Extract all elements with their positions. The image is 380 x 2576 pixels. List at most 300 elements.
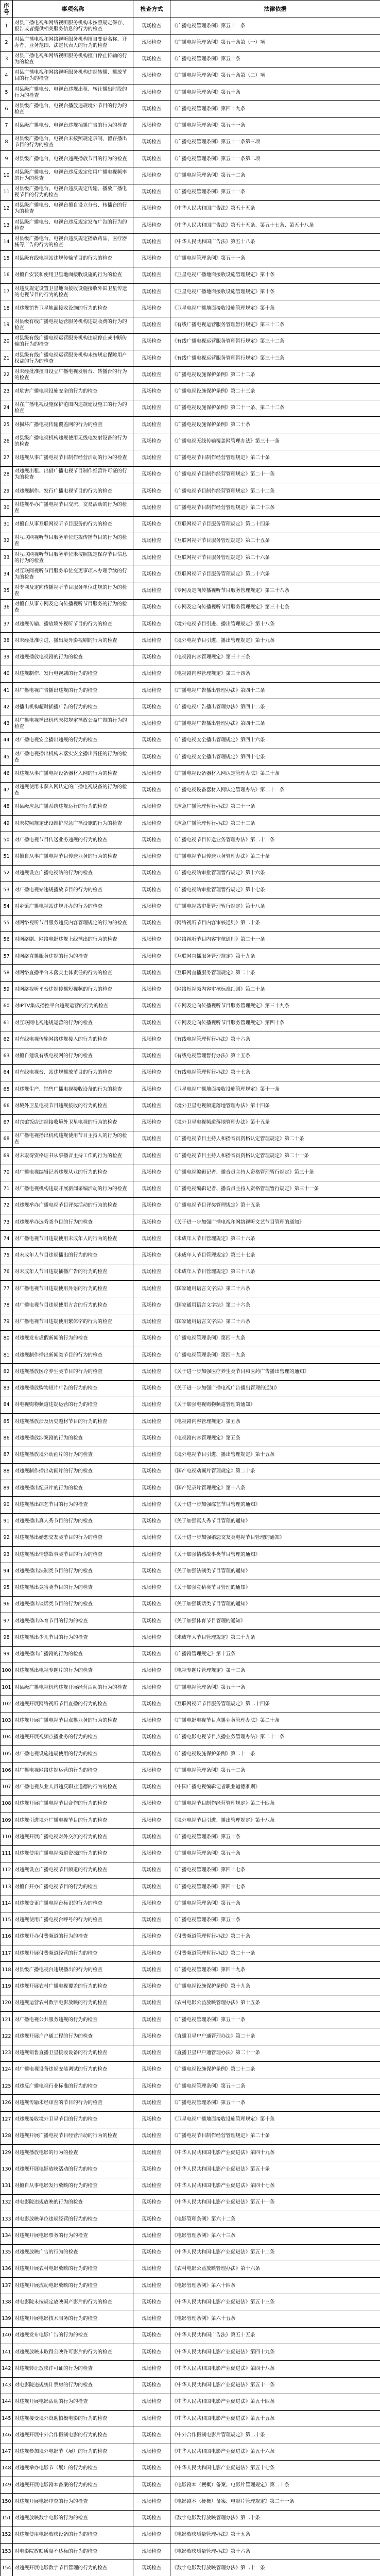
item-name-cell: 对县级广播电台、电视台违规播放节目的行为的检查 [13,151,133,167]
legal-basis-cell: 《未成年人节目管理规定》第三十六条 [170,1231,380,1247]
check-method-cell: 现场检查 [133,782,170,799]
table-row [1,1680,380,1696]
item-name-cell: 对违规放映未取得公映许可影片的行为的检查 [13,2344,133,2361]
legal-basis-cell: 《电视专题片管理规定》第十二条 [170,1663,380,1679]
table-row [1,1945,380,1962]
item-name-cell: 对违规开展付费频道经营的行为的检查 [13,1945,133,1962]
check-method-cell: 现场检查 [133,1746,170,1762]
row-number: 9 [1,151,13,167]
legal-basis-cell: 《中华人民共和国电影产业促进法》第五十六条 [170,2444,380,2460]
row-number: 103 [1,1713,13,1729]
legal-basis-cell: 《电影剧本（梗概）备案、电影片管理规定》第二十条 [170,2477,380,2494]
table-row [1,2460,380,2477]
table-row [1,1862,380,1878]
row-number: 2 [1,35,13,51]
item-name-cell: 对违规使用广播电视台呼号的行为的检查 [13,1912,133,1928]
table-row [1,1430,380,1447]
legal-basis-cell: 《广播电视站审批管理暂行规定》第十七条 [170,882,380,899]
check-method-cell: 现场检查 [133,865,170,882]
table-row [1,250,380,267]
item-name-cell: 对县级广播电台、电视台未按照规定录制、留存播出节目的行为的检查 [13,134,133,150]
item-name-cell: 对广播电视节目违规使用繁体字的行为的检查 [13,1314,133,1330]
legal-basis-cell: 《中华人民共和国电影产业促进法》第五十一条 [170,2194,380,2211]
check-method-cell: 现场检查 [133,948,170,965]
item-name-cell: 对违规使用电影放映设备的行为的检查 [13,2527,133,2543]
legal-basis-cell: 《互联网视听节目服务管理规定》第二十六条 [170,550,380,566]
item-name-cell: 对县级有线广播电视运营服务机构违规收费的行为的检查 [13,317,133,333]
item-name-cell: 对损坏广播电视传输覆盖网的行为的检查 [13,417,133,433]
row-number: 52 [1,865,13,882]
table-row [1,2228,380,2244]
legal-basis-cell: 《广播电视广告播出管理办法》第四十二条 [170,699,380,716]
item-name-cell: 对违规使用未获入网认定的广播电视设备的行为的检查 [13,782,133,799]
table-row [1,1928,380,1945]
item-name-cell: 对违规放映数字电影的行为的检查 [13,2510,133,2527]
check-method-cell: 现场检查 [133,816,170,832]
row-number: 120 [1,1995,13,2011]
table-row [1,433,380,450]
check-method-cell: 现场检查 [133,1480,170,1497]
item-name-cell: 对违规播出婚恋交友类节目的行为的检查 [13,1530,133,1546]
row-number: 108 [1,1795,13,1812]
check-method-cell: 现场检查 [133,882,170,899]
item-name-cell: 对违规运营农村数字电影放映的行为的检查 [13,1995,133,2011]
table-row [1,35,380,51]
legal-basis-cell: 《数字电影发行放映管理办法》第二十条 [170,2510,380,2527]
row-number: 90 [1,1497,13,1513]
legal-basis-cell: 《境外卫星电视频道落地管理办法》第十四条 [170,1098,380,1114]
check-method-cell: 现场检查 [133,117,170,134]
item-name-cell: 对违规举办广播电视节目评奖活动的行为的检查 [13,1197,133,1214]
row-number: 134 [1,2228,13,2244]
table-row [1,832,380,849]
item-name-cell: 对未经批准擅自设立广播电视发射台、转播台的行为的检查 [13,367,133,383]
check-method-cell: 现场检查 [133,1779,170,1795]
legal-basis-cell: 《关于进一步加强综艺节目管理的通知》 [170,1497,380,1513]
table-row [1,1530,380,1546]
item-name-cell: 对违规开展流动电影放映的行为的检查 [13,2278,133,2294]
row-number: 138 [1,2294,13,2311]
check-method-cell: 现场检查 [133,915,170,931]
item-name-cell: 对县级应急广播系统违规运行的行为的检查 [13,799,133,815]
item-name-cell: 对违规开展广播电视节目经营活动的行为的检查 [13,2128,133,2144]
legal-basis-cell: 《广播电视安全播出管理规定》第四十六条 [170,732,380,749]
item-name-cell: 对违反广播电视行业标准的行为的检查 [13,2078,133,2095]
row-number: 28 [1,466,13,483]
legal-basis-cell: 《广播电视节目传送业务管理办法》第二十一条 [170,832,380,849]
row-number: 94 [1,1563,13,1580]
check-method-cell: 现场检查 [133,1197,170,1214]
legal-basis-cell: 《未成年人节目管理规定》第三十九条 [170,1630,380,1646]
check-method-cell: 现场检查 [133,2278,170,2294]
row-number: 106 [1,1762,13,1779]
legal-basis-cell: 《中华人民共和国广告法》第五十五条、第五十七条、第五十八条 [170,217,380,234]
table-row [1,284,380,300]
table-row [1,666,380,682]
check-method-cell: 现场检查 [133,300,170,317]
legal-basis-cell: 《中华人民共和国电影产业促进法》第五十条 [170,2161,380,2178]
check-method-cell: 现场检查 [133,633,170,649]
row-number: 46 [1,766,13,782]
check-method-cell: 现场检查 [133,1347,170,1364]
item-name-cell: 对违规发布虚假新闻的行为的检查 [13,1330,133,1347]
table-row [1,200,380,217]
legal-basis-cell: 《广播电视设施保护条例》第二十二条 [170,2061,380,2078]
table-row [1,417,380,433]
row-number: 41 [1,683,13,699]
legal-basis-cell: 《广播电视管理条例》第五十二条 [170,2078,380,2095]
check-method-cell: 现场检查 [133,2045,170,2061]
row-number: 5 [1,84,13,101]
legal-basis-cell: 《中华人民共和国电影产业促进法》第四十九条 [170,2344,380,2361]
check-method-cell: 现场检查 [133,1895,170,1912]
table-row [1,2061,380,2078]
row-number: 49 [1,816,13,832]
check-method-cell: 现场检查 [133,450,170,466]
item-name-cell: 对网络直播服务违规的行为的检查 [13,948,133,965]
legal-basis-cell: 《广播电视管理条例》第五十二条 [170,167,380,184]
table-row [1,1081,380,1098]
table-row [1,749,380,766]
legal-basis-cell: 《广播电视安全播出管理规定》第四十七条 [170,749,380,766]
table-row [1,2494,380,2510]
table-row [1,1364,380,1380]
row-number: 44 [1,732,13,749]
item-name-cell: 对县广播电视和网络视听服务机构未按照规定保存、报告或者提供相关服务信息的行为的检查 [13,18,133,35]
item-name-cell: 对县级广播电台、电视台擅自设立分台、转播台的行为的检查 [13,200,133,217]
table-row [1,2377,380,2394]
table-row [1,1762,380,1779]
check-method-cell: 现场检查 [133,350,170,367]
check-method-cell: 现场检查 [133,1945,170,1962]
item-name-cell: 对电影院违规放映的行为的检查 [13,2194,133,2211]
legal-basis-cell: 《未成年人节目管理规定》第三十八条 [170,1264,380,1280]
row-number: 112 [1,1862,13,1878]
row-number: 71 [1,1181,13,1197]
check-method-cell: 现场检查 [133,1131,170,1147]
check-method-cell: 现场检查 [133,250,170,267]
row-number: 122 [1,2028,13,2045]
item-name-cell: 对县级广播电台、电视台违反规定传输、播放广播电视节目的行为的检查 [13,184,133,200]
table-row [1,217,380,234]
item-name-cell: 对违规放映广告的行为的检查 [13,2244,133,2261]
item-name-cell: 对广播电视站违规播放节目的行为的检查 [13,882,133,899]
row-number: 38 [1,633,13,649]
item-name-cell: 对县级有线广播电视运营服务机构违规停止或中断传输的行为的检查 [13,333,133,350]
check-method-cell: 现场检查 [133,899,170,915]
legal-basis-cell: 《关于加强谈话类节目管理的通知》 [170,1596,380,1613]
check-method-cell: 现场检查 [133,67,170,84]
table-row [1,2244,380,2261]
item-name-cell: 对广播电视设备违规安装调试的行为的检查 [13,2061,133,2078]
row-number: 115 [1,1912,13,1928]
check-method-cell: 现场检查 [133,1231,170,1247]
item-name-cell: 对未取得资格证书从事播音主持工作的行为的检查 [13,1148,133,1164]
legal-basis-cell: 《国家通用语言文字法》第二十六条 [170,1314,380,1330]
row-number: 124 [1,2061,13,2078]
legal-basis-cell: 《广播电视管理条例》第五十条 [170,84,380,101]
row-number: 136 [1,2261,13,2277]
row-number: 39 [1,649,13,666]
item-name-cell: 对未成年人节目违规插播广告的行为的检查 [13,1264,133,1280]
item-name-cell: 对擅自建设有线电视网的行为的检查 [13,1048,133,1064]
row-number: 32 [1,533,13,549]
check-method-cell: 现场检查 [133,1795,170,1812]
item-name-cell: 对未经批准引进、播出境外影视剧的行为的检查 [13,633,133,649]
row-number: 12 [1,200,13,217]
table-row [1,67,380,84]
row-number: 31 [1,516,13,533]
item-name-cell: 对违规销售直播卫星接收设备的行为的检查 [13,2045,133,2061]
table-row [1,1447,380,1463]
table-row [1,317,380,333]
legal-basis-cell: 《广播电视设施保护条例》第二十二条 [170,367,380,383]
legal-basis-cell: 《广播电视节目制作经营管理规定》第二十三条 [170,500,380,516]
check-method-cell: 现场检查 [133,832,170,849]
row-number: 25 [1,417,13,433]
row-number: 85 [1,1414,13,1430]
row-number: 1 [1,18,13,35]
col-header-number: 序号 [1,1,13,18]
row-number: 50 [1,832,13,849]
row-number: 26 [1,433,13,450]
table-row [1,599,380,616]
check-method-cell: 现场检查 [133,500,170,516]
row-number: 149 [1,2477,13,2494]
table-row [1,1197,380,1214]
row-number: 102 [1,1696,13,1713]
item-name-cell: 对违规举办选秀类节目的行为的检查 [13,1214,133,1231]
table-row [1,2344,380,2361]
legal-basis-cell: 《广播电视广告播出管理办法》第四十二条 [170,683,380,699]
table-row [1,300,380,317]
item-name-cell: 对违规播出竞猜类节目的行为的检查 [13,1580,133,1596]
row-number: 67 [1,1114,13,1131]
item-name-cell: 对未成年人节目违规播出的行为的检查 [13,1247,133,1264]
legal-basis-cell: 《卫星电视广播地面接收设施管理规定》第十条 [170,300,380,317]
col-header-item-name: 事项名称 [13,1,133,18]
row-number: 48 [1,799,13,815]
legal-basis-cell: 《直播卫星户户通管理办法》第二十条 [170,2028,380,2045]
row-number: 6 [1,101,13,117]
check-method-cell: 现场检查 [133,1713,170,1729]
table-row [1,1646,380,1663]
legal-basis-cell: 《中国广播电视编辑记者职业道德准则》 [170,1779,380,1795]
legal-basis-cell: 《境外电视节目引进、播出管理规定》第十八条 [170,1812,380,1829]
table-row [1,234,380,250]
legal-basis-cell: 《数字电影发行放映管理办法》第二十一条 [170,2560,380,2576]
check-method-cell: 现场检查 [133,317,170,333]
row-number: 36 [1,599,13,616]
check-method-cell: 现场检查 [133,2161,170,2178]
check-method-cell: 现场检查 [133,1646,170,1663]
table-row [1,1663,380,1679]
legal-basis-cell: 《电视剧内容管理规定》第五条 [170,1414,380,1430]
row-number: 45 [1,749,13,766]
row-number: 100 [1,1663,13,1679]
row-number: 23 [1,383,13,400]
legal-basis-cell: 《应急广播管理暂行办法》第二十一条 [170,799,380,815]
check-method-cell: 现场检查 [133,1098,170,1114]
table-row [1,583,380,599]
item-name-cell: 对违规播出纪录片的行为的检查 [13,1480,133,1497]
item-name-cell: 对未按照规定建设维护应急广播设施的行为的检查 [13,816,133,832]
item-name-cell: 对县级广播电台、电视台违规插播广告的行为的检查 [13,117,133,134]
table-row [1,1580,380,1596]
legal-basis-cell: 《电影剧本（梗概）备案、电影片管理规定》第二十一条 [170,2494,380,2510]
row-number: 95 [1,1580,13,1596]
item-name-cell: 对违规播放医疗养生类节目的行为的检查 [13,1364,133,1380]
table-row [1,84,380,101]
legal-basis-cell: 《卫星电视广播地面接收设施管理规定》第十条 [170,267,380,283]
row-number: 87 [1,1447,13,1463]
legal-basis-cell: 《农村电影公益放映管理办法》第十六条 [170,2261,380,2277]
item-name-cell: 对违规播出电视专题片的行为的检查 [13,1663,133,1679]
row-number: 114 [1,1895,13,1912]
check-method-cell: 现场检查 [133,766,170,782]
item-name-cell: 对违规播出真人秀节目的行为的检查 [13,1513,133,1530]
row-number: 80 [1,1330,13,1347]
row-number: 130 [1,2161,13,2178]
row-number: 30 [1,500,13,516]
row-number: 43 [1,716,13,732]
row-number: 140 [1,2327,13,2344]
item-name-cell: 对擅自从事互联网视听节目服务的行为的检查 [13,516,133,533]
check-method-cell: 现场检查 [133,151,170,167]
item-name-cell: 对擅自从事广播电视节目传送业务的行为的检查 [13,849,133,865]
table-row [1,450,380,466]
legal-basis-cell: 《广播电影电视节目点播业务管理办法》第二十条 [170,1713,380,1729]
item-name-cell: 对广播电视从业人员违反职业道德的行为的检查 [13,1779,133,1795]
row-number: 92 [1,1530,13,1546]
check-method-cell: 现场检查 [133,1862,170,1878]
table-row [1,1347,380,1364]
legal-basis-cell: 《中华人民共和国电影产业促进法》第四十七条 [170,2178,380,2194]
legal-basis-cell: 《广播电视管理条例》第五十一条 [170,184,380,200]
table-row [1,2311,380,2327]
item-name-cell: 对违规制作、发行广播电视节目的行为的检查 [13,483,133,500]
table-row [1,948,380,965]
row-number: 33 [1,550,13,566]
item-name-cell: 对县级广播电视机构违规使用无线电发射设备的行为的检查 [13,433,133,450]
check-method-cell: 现场检查 [133,550,170,566]
table-row [1,51,380,67]
legal-basis-cell: 《中华人民共和国电影产业促进法》第五十一条 [170,2377,380,2394]
table-row [1,1962,380,1978]
row-number: 105 [1,1746,13,1762]
row-number: 42 [1,699,13,716]
check-method-cell: 现场检查 [133,101,170,117]
row-number: 27 [1,450,13,466]
check-method-cell: 现场检查 [133,2012,170,2028]
row-number: 55 [1,915,13,931]
table-row [1,2145,380,2161]
table-row [1,516,380,533]
legal-basis-cell: 《广播剧管理规定》第十五条 [170,1646,380,1663]
legal-basis-cell: 《中华人民共和国电影产业促进法》第五十三条 [170,2294,380,2311]
table-row [1,1480,380,1497]
row-number: 152 [1,2527,13,2543]
table-row [1,965,380,981]
check-method-cell: 现场检查 [133,1064,170,1081]
table-row [1,184,380,200]
item-name-cell: 对网络视听节目服务违反内容管理规定的行为的检查 [13,915,133,931]
legal-basis-cell: 《广播电视设施保护条例》第二十条 [170,417,380,433]
check-method-cell: 现场检查 [133,516,170,533]
check-method-cell: 现场检查 [133,267,170,283]
row-number: 65 [1,1081,13,1098]
row-number: 78 [1,1297,13,1314]
table-row [1,1048,380,1064]
check-method-cell: 现场检查 [133,417,170,433]
legal-basis-cell: 《广播电视管理条例》第四十九条 [170,1347,380,1364]
legal-basis-cell: 《国产纪录片管理规定》第十八条 [170,1480,380,1497]
check-method-cell: 现场检查 [133,1580,170,1596]
legal-basis-cell: 《广播电视节目制作经营管理规定》第二十二条 [170,483,380,500]
legal-basis-cell: 《电影放映质量管理办法》第十六条 [170,2544,380,2560]
legal-basis-cell: 《付费频道管理暂行办法》第二十条 [170,1928,380,1945]
legal-basis-cell: 《关于加强情感故事类节目管理的通知》 [170,1547,380,1563]
legal-basis-cell: 《中华人民共和国电影产业促进法》第五十五条 [170,2411,380,2427]
legal-basis-cell: 《广播电视管理条例》第五十条 [170,1829,380,1845]
table-row [1,134,380,150]
row-number: 72 [1,1197,13,1214]
legal-basis-cell: 《广播电视管理条例》第五十一条 [170,2012,380,2028]
item-name-cell: 对广播电视编辑记者违规从业的行为的检查 [13,1164,133,1181]
row-number: 29 [1,483,13,500]
item-name-cell: 对违规开展电影审查的行为的检查 [13,2494,133,2510]
item-name-cell: 对IPTV集成播控平台违规运营的行为的检查 [13,998,133,1014]
row-number: 143 [1,2377,13,2394]
legal-basis-cell: 《关于进一步加强婚恋交友类电视节目管理的通知》 [170,1530,380,1546]
item-name-cell: 对广播电视机构违规开展新闻采编活动的行为的检查 [13,1181,133,1197]
legal-basis-cell: 《广播电视管理条例》第五十一条 [170,117,380,134]
check-method-cell: 现场检查 [133,18,170,35]
item-name-cell: 对违规开展广播电视节目合作的行为的检查 [13,1795,133,1812]
table-row [1,1131,380,1147]
row-number: 116 [1,1928,13,1945]
legal-basis-cell: 《广播电视设施保护条例》第二十三条 [170,383,380,400]
table-row [1,1015,380,1031]
check-method-cell: 现场检查 [133,1829,170,1845]
item-name-cell: 对网络直播平台未落实主体责任的行为的检查 [13,965,133,981]
legal-basis-cell: 《广播电视管理条例》第四十九条 [170,101,380,117]
check-method-cell: 现场检查 [133,383,170,400]
check-method-cell: 现场检查 [133,2377,170,2394]
check-method-cell: 现场检查 [133,649,170,666]
check-method-cell: 现场检查 [133,1680,170,1696]
legal-basis-cell: 《有线广播电视运营服务管理暂行规定》第三十三条 [170,350,380,367]
item-name-cell: 对违规开展网络视听节目直播的行为的检查 [13,1696,133,1713]
check-method-cell: 现场检查 [133,1613,170,1630]
check-method-cell: 现场检查 [133,2527,170,2543]
row-number: 128 [1,2128,13,2144]
row-number: 21 [1,350,13,367]
row-number: 63 [1,1048,13,1064]
row-number: 47 [1,782,13,799]
check-method-cell: 现场检查 [133,1696,170,1713]
check-method-cell: 现场检查 [133,217,170,234]
row-number: 121 [1,2012,13,2028]
item-name-cell: 对违规播放境外动画片的行为的检查 [13,1447,133,1463]
table-row [1,2194,380,2211]
row-number: 76 [1,1264,13,1280]
table-row [1,1414,380,1430]
item-name-cell: 对县级广播电台、电视台违反规定播放药品、医疗器械等广告的行为的检查 [13,234,133,250]
table-row [1,732,380,749]
table-row [1,2095,380,2111]
item-name-cell: 对广播电视节目传送业务违规的行为的检查 [13,832,133,849]
